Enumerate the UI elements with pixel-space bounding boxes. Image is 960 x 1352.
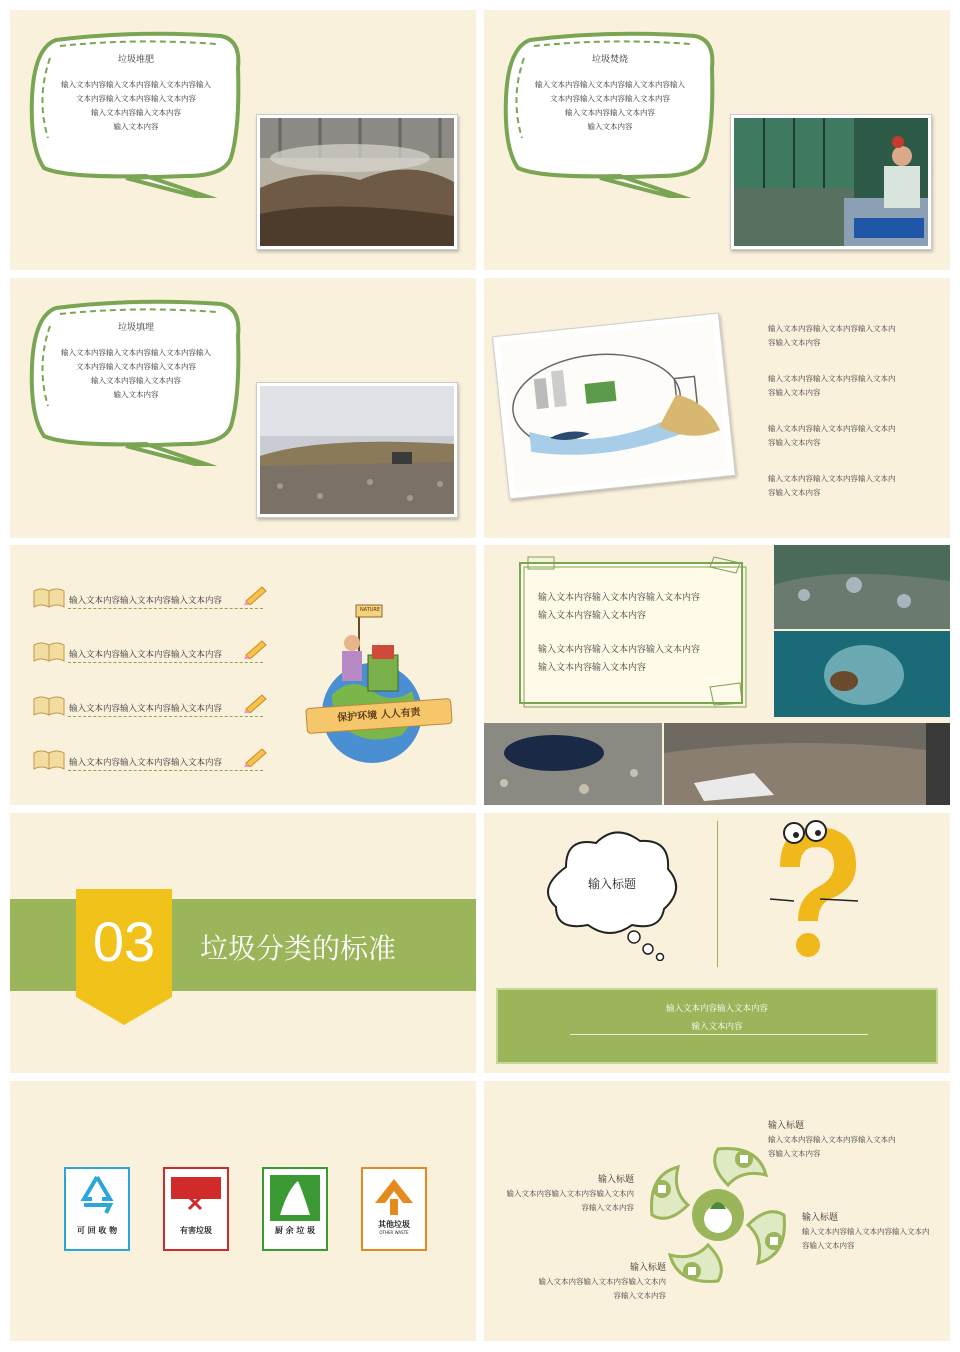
- slide-section-divider: [10, 813, 476, 1073]
- list-item-text: 输入文本内容输入文本内容输入文本内容: [69, 758, 223, 768]
- slide-cycle-diagram: [484, 1081, 950, 1341]
- list-item: [32, 581, 272, 635]
- slide-question: [484, 813, 950, 1073]
- bin-recyclable: [64, 1167, 130, 1251]
- book-icon: [32, 587, 66, 613]
- pencil-icon: [242, 637, 268, 663]
- book-icon: [32, 749, 66, 775]
- green-textbox: [496, 988, 938, 1064]
- list-item: [32, 635, 272, 689]
- bubble-text: 输入文本内容输入文本内容输入文本内容输入 文本内容输入文本内容输入文本内容 输入文本内容输入文本内容 输入文本内容: [535, 80, 685, 131]
- polluted-water-photo: [484, 723, 662, 805]
- section-number: 03: [92, 910, 156, 973]
- cycle-item-left: 输入标题 输入文本内容输入文本内容输入文本内 容输入文本内容: [506, 1175, 634, 1212]
- book-icon: [32, 695, 66, 721]
- slide-landfill: [10, 278, 476, 538]
- other-waste-icon: [363, 1169, 425, 1219]
- slide-ocean-pollution: [484, 278, 950, 538]
- section-title: 垃圾分类的标准: [200, 932, 397, 965]
- bubble-text: 输入文本内容输入文本内容输入文本内容输入 文本内容输入文本内容输入文本内容 输入文本内容输入文本内容 输入文本内容: [61, 348, 211, 399]
- thought-cloud: [536, 827, 686, 961]
- bin-kitchen: [262, 1167, 328, 1251]
- bin-label: 有害垃圾: [180, 1226, 212, 1235]
- list-item: [32, 689, 272, 743]
- trash-photo-1: [774, 545, 950, 629]
- list-item-text: 输入文本内容输入文本内容输入文本内容: [69, 650, 223, 660]
- pencil-icon: [242, 745, 268, 771]
- book-list: [32, 581, 272, 797]
- list-item-text: 输入文本内容输入文本内容输入文本内容: [69, 704, 223, 714]
- pencil-icon: [242, 691, 268, 717]
- hazard-icon: [165, 1169, 227, 1225]
- book-icon: [32, 641, 66, 667]
- bin-hazardous: [163, 1167, 229, 1251]
- nature-flag: NATURE: [359, 607, 381, 613]
- bin-sublabel: OTHER WASTE: [379, 1230, 409, 1235]
- list-item-text: 输入文本内容输入文本内容输入文本内容: [69, 596, 223, 606]
- pencil-icon: [242, 583, 268, 609]
- bubble-title: 垃圾焚烧: [591, 55, 628, 65]
- slogan-banner: 保护环境 人人有责: [305, 698, 452, 734]
- globe-illustration: [302, 595, 458, 765]
- cycle-item-bottom: 输入标题 输入文本内容输入文本内容输入文本内 容输入文本内容: [538, 1263, 666, 1300]
- note-text: 输入文本内容输入文本内容输入文本内容 输入文本内容输入文本内容 输入文本内容输入文本内容输入文本内容 输入文本内容输入文本内容: [538, 593, 701, 673]
- question-mark-icon: [760, 817, 870, 967]
- ocean-list: 输入文本内容输入文本内容输入文本内 容输入文本内容 输入文本内容输入文本内容输入文本内 容输入文本内容 输入文本内容输入文本内容输入文本内 容输入文本内容 输入文本内容输入文本内容输入文本内 容输入文本内容: [768, 324, 896, 497]
- slide-pollution-photos: [484, 545, 950, 805]
- cloud-title: 输入标题: [587, 877, 636, 891]
- cycle-item-right: 输入标题 输入文本内容输入文本内容输入文本内 容输入文本内容: [802, 1213, 930, 1250]
- landfill-photo: [256, 382, 458, 518]
- textbox-line: 输入文本内容: [691, 1022, 743, 1032]
- list-item: [32, 743, 272, 797]
- plastic-bag-photo: [774, 631, 950, 717]
- bin-other: [361, 1167, 427, 1251]
- bin-label: 厨 余 垃 圾: [274, 1226, 316, 1235]
- slide-protect-environment: [10, 545, 476, 805]
- bubble-title: 垃圾填埋: [117, 323, 154, 333]
- bin-label: 其他垃圾: [378, 1220, 410, 1229]
- compost-photo: [256, 114, 458, 250]
- bottle-illustration: [492, 313, 736, 500]
- garbage-dump-photo: [664, 723, 950, 805]
- recycle-icon: [66, 1169, 128, 1225]
- cycle-item-top: 输入标题 输入文本内容输入文本内容输入文本内 容输入文本内容: [768, 1121, 896, 1158]
- slide-waste-categories: [10, 1081, 476, 1341]
- incineration-photo: [730, 114, 932, 250]
- slide-incineration: [484, 10, 950, 270]
- bubble-title: 垃圾堆肥: [117, 55, 154, 65]
- textbox-line: 输入文本内容输入文本内容: [665, 1004, 768, 1014]
- vertical-divider: [717, 821, 718, 967]
- bubble-text: 输入文本内容输入文本内容输入文本内容输入 文本内容输入文本内容输入文本内容 输入文本内容输入文本内容 输入文本内容: [61, 80, 211, 131]
- bin-label: 可 回 收 物: [76, 1226, 118, 1235]
- slide-compost: [10, 10, 476, 270]
- kitchen-waste-icon: [264, 1169, 326, 1225]
